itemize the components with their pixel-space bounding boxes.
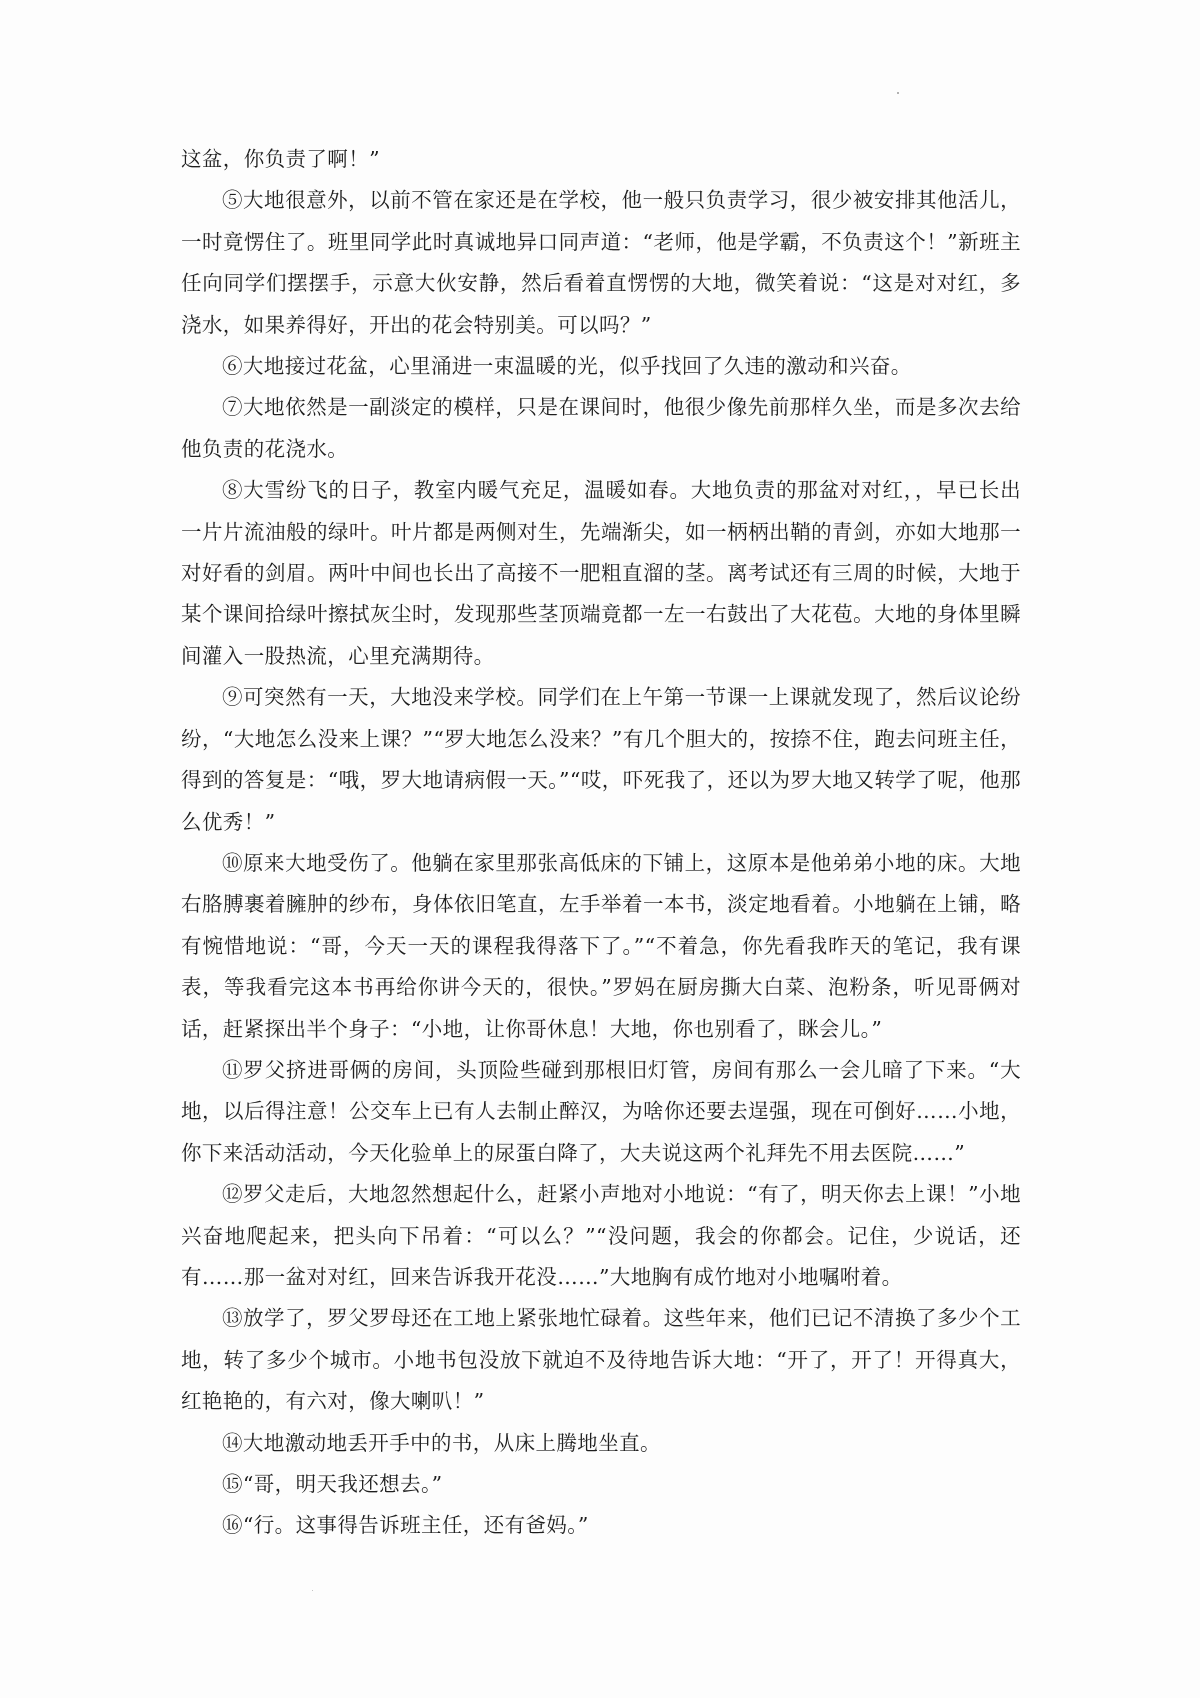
paragraph-8: ⑧大雪纷飞的日子，教室内暖气充足，温暖如春。大地负责的那盆对对红，，早已长出一片片流油般的绿叶。叶片都是两侧对生，先端渐尖，如一柄柄出鞘的青剑，亦如大地那一对好看的剑眉。两叶中间也长出了高接不一肥粗直溜的茎。离考试还有三周的时候，大地于某个课间拾绿叶擦拭灰尘时，发现那些茎顶端竟都一左一右鼓出了大花苞。大地的身体里瞬间灌入一股热流，心里充满期待。 — [181, 478, 1021, 668]
paragraph-12: ⑫罗父走后，大地忽然想起什么，赶紧小声地对小地说：“有了，明天你去上课！”小地兴奋地爬起来，把头向下吊着：“可以么？”“没问题，我会的你都会。记住，少说话，还有……那一盆对对红，回来告诉我开花没……”大地胸有成竹地对小地嘱咐着。 — [181, 1182, 1021, 1289]
paragraph-6: ⑥大地接过花盆，心里涌进一束温暖的光，似乎找回了久违的激动和兴奋。 — [222, 354, 912, 379]
paragraph-14: ⑭大地激动地丢开手中的书，从床上腾地坐直。 — [222, 1430, 661, 1455]
paragraph-16: ⑯“行。这事得告诉班主任，还有爸妈。” — [222, 1513, 589, 1538]
paragraph-10: ⑩原来大地受伤了。他躺在家里那张高低床的下铺上，这原本是他弟弟小地的床。大地右胳膊裹着臃肿的纱布，身体依旧笔直，左手举着一本书，淡定地看着。小地躺在上铺，略有惋惜地说：“哥，今天一天的课程我得落下了。”“不着急，你先看我昨天的笔记，我有课表，等我看完这本书再给你讲今天的，很快。”罗妈在厨房撕大白菜、泡粉条，听见哥俩对话，赶紧探出半个身子：“小地，让你哥休息！大地，你也别看了，眯会儿。” — [181, 850, 1021, 1041]
paragraph-7: ⑦大地依然是一副淡定的模样，只是在课间时，他很少像先前那样久坐，而是多次去给他负责的花浇水。 — [181, 395, 1021, 461]
story-text — [181, 139, 1021, 1547]
scan-speck — [897, 92, 899, 94]
paragraph-13: ⑬放学了，罗父罗母还在工地上紧张地忙碌着。这些年来，他们已记不清换了多少个工地，转了多少个城市。小地书包没放下就迫不及待地告诉大地：“开了，开了！开得真大，红艳艳的，有六对，像大喇叭！” — [181, 1306, 1021, 1414]
paragraph-continuation: 这盆，你负责了啊！” — [181, 147, 380, 171]
paragraph-9: ⑨可突然有一天，大地没来学校。同学们在上午第一节课一上课就发现了，然后议论纷纷，“大地怎么没来上课？”“罗大地怎么没来？”有几个胆大的，按捺不住，跑去问班主任，得到的答复是：“哦，罗大地请病假一天。”“哎，吓死我了，还以为罗大地又转学了呢，他那么优秀！” — [181, 685, 1021, 834]
scan-speck — [312, 1590, 313, 1591]
paragraph-5: ⑤大地很意外，以前不管在家还是在学校，他一般只负责学习，很少被安排其他活儿，一时竟愣住了。班里同学此时真诚地异口同声道：“老师，他是学霸，不负责这个！”新班主任向同学们摆摆手，示意大伙安静，然后看着直愣愣的大地，微笑着说：“这是对对红，多浇水，如果养得好，开出的花会特别美。可以吗？” — [181, 188, 1021, 337]
paragraph-11: ⑪罗父挤进哥俩的房间，头顶险些碰到那根旧灯管，房间有那么一会儿暗了下来。“大地，以后得注意！公交车上已有人去制止醉汉，为啥你还要去逞强，现在可倒好……小地，你下来活动活动，今天化验单上的尿蛋白降了，大夫说这两个礼拜先不用去医院……” — [181, 1057, 1021, 1165]
paragraph-15: ⑮“哥，明天我还想去。” — [222, 1472, 443, 1496]
